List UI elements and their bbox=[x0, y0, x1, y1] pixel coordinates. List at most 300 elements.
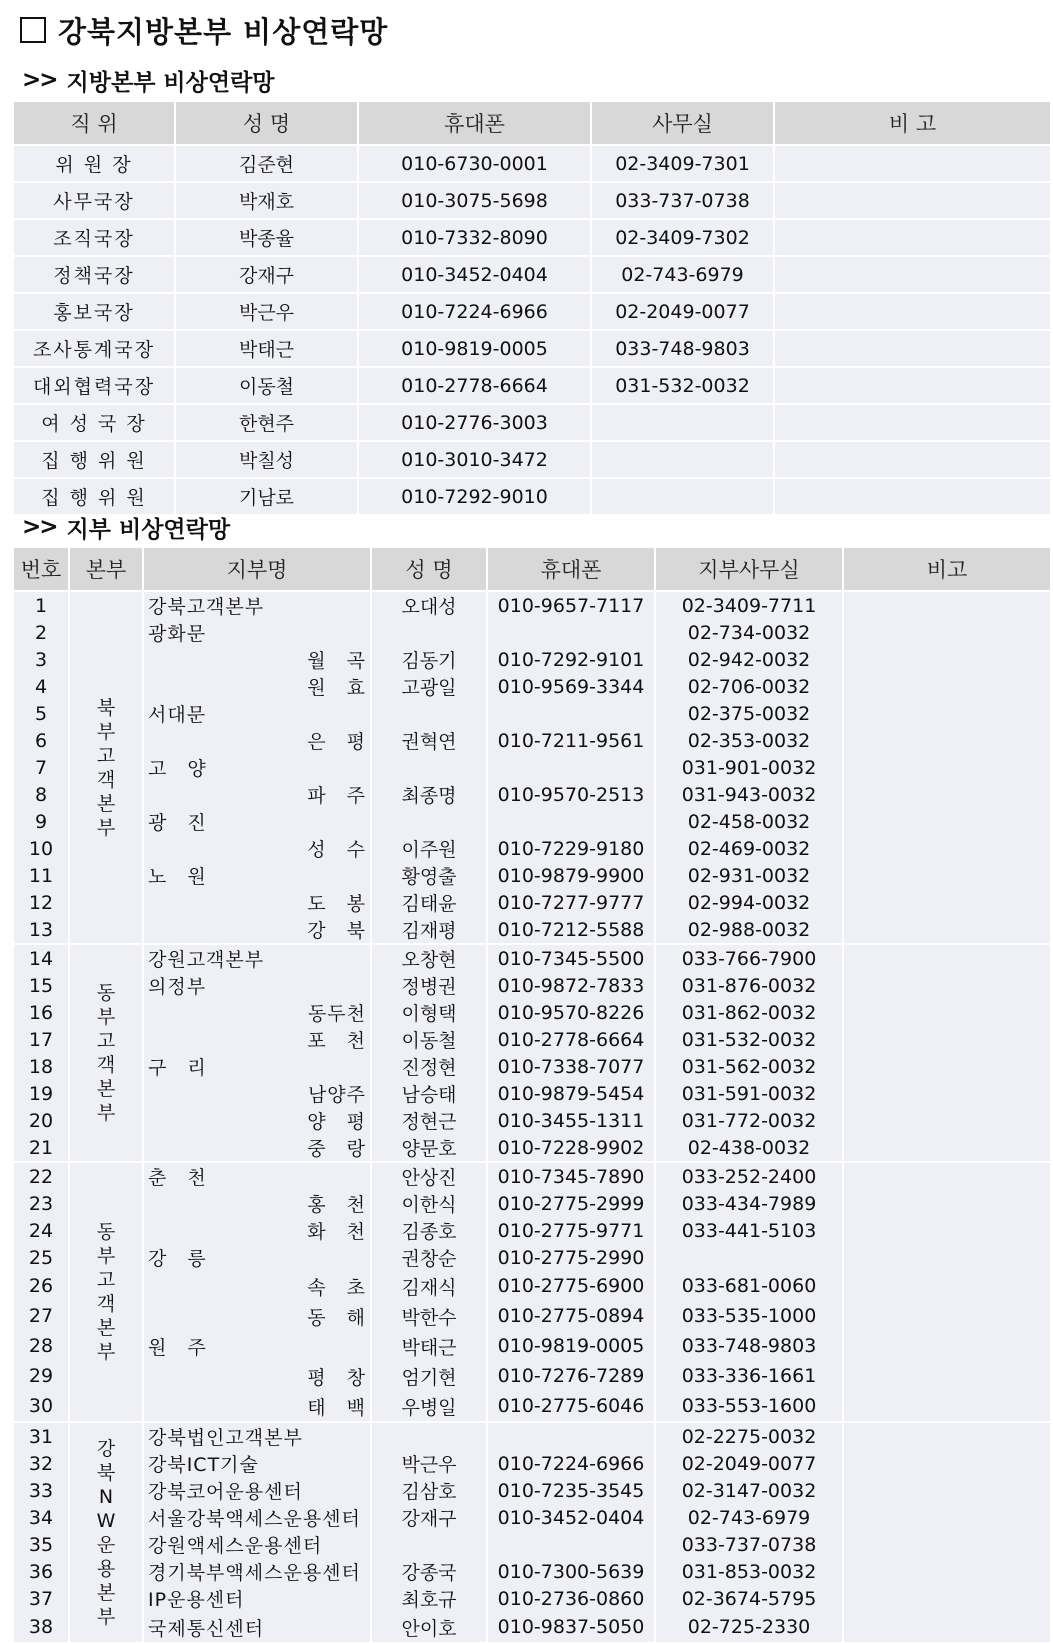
office-cell: 02-743-6979 bbox=[591, 256, 774, 293]
table-row bbox=[13, 862, 1051, 889]
number-cell: 32 bbox=[13, 1450, 69, 1477]
col-header-position: 직 위 bbox=[13, 101, 175, 145]
number-cell: 31 bbox=[13, 1422, 69, 1450]
name-cell: 박칠성 bbox=[175, 441, 358, 478]
division-char: 객 bbox=[96, 1054, 116, 1076]
note-cell bbox=[843, 646, 1051, 673]
name-cell bbox=[371, 1422, 487, 1450]
name-cell: 김재식 bbox=[371, 1271, 487, 1301]
number-cell: 12 bbox=[13, 889, 69, 916]
number-cell: 23 bbox=[13, 1190, 69, 1217]
note-cell bbox=[843, 916, 1051, 944]
branch-office-cell: 02-988-0032 bbox=[655, 916, 843, 944]
number-cell: 25 bbox=[13, 1244, 69, 1271]
note-cell bbox=[843, 1080, 1051, 1107]
mobile-cell: 010-7345-7890 bbox=[487, 1162, 655, 1190]
division-group-cell bbox=[69, 1162, 143, 1422]
number-cell: 3 bbox=[13, 646, 69, 673]
number-cell: 29 bbox=[13, 1361, 69, 1391]
table-row bbox=[13, 1107, 1051, 1134]
number-cell: 30 bbox=[13, 1391, 69, 1422]
branch-office-cell: 033-553-1600 bbox=[655, 1391, 843, 1422]
note-cell bbox=[843, 1477, 1051, 1504]
col-header-mobile: 휴대폰 bbox=[487, 547, 655, 591]
division-char: W bbox=[96, 1509, 116, 1532]
note-cell bbox=[843, 1190, 1051, 1217]
name-cell: 정병권 bbox=[371, 972, 487, 999]
table-row bbox=[13, 219, 1051, 256]
col-header-branch: 지부명 bbox=[143, 547, 371, 591]
branch-name-cell: 국제통신센터 bbox=[143, 1612, 371, 1642]
number-cell: 11 bbox=[13, 862, 69, 889]
branch-name-cell: 강북법인고객본부 bbox=[143, 1422, 371, 1450]
table-row bbox=[13, 1162, 1051, 1190]
division-char: 본 bbox=[96, 1581, 116, 1604]
mobile-cell: 010-6730-0001 bbox=[358, 145, 591, 182]
table-row bbox=[13, 404, 1051, 441]
double-chevron-icon: >> bbox=[22, 67, 57, 93]
branch-office-cell: 02-3409-7711 bbox=[655, 591, 843, 619]
branch-office-cell: 033-252-2400 bbox=[655, 1162, 843, 1190]
name-cell: 고광일 bbox=[371, 673, 487, 700]
mobile-cell: 010-9837-5050 bbox=[487, 1612, 655, 1642]
number-cell: 27 bbox=[13, 1301, 69, 1331]
name-cell: 안상진 bbox=[371, 1162, 487, 1190]
division-char: 부 bbox=[96, 1605, 116, 1628]
branch-office-cell: 02-458-0032 bbox=[655, 808, 843, 835]
mobile-cell: 010-7224-6966 bbox=[358, 293, 591, 330]
position-cell: 여 성 국 장 bbox=[13, 404, 175, 441]
branch-name-cell: 광화문 bbox=[143, 619, 371, 646]
note-cell bbox=[843, 1026, 1051, 1053]
division-char: 용 bbox=[96, 1557, 116, 1580]
mobile-cell: 010-3452-0404 bbox=[487, 1504, 655, 1531]
note-cell bbox=[843, 1450, 1051, 1477]
hq-contact-table bbox=[12, 100, 1052, 516]
name-cell: 남승태 bbox=[371, 1080, 487, 1107]
name-cell: 김준현 bbox=[175, 145, 358, 182]
position-cell: 정책국장 bbox=[13, 256, 175, 293]
mobile-cell: 010-9819-0005 bbox=[358, 330, 591, 367]
branch-office-cell: 02-353-0032 bbox=[655, 727, 843, 754]
name-cell bbox=[371, 1531, 487, 1558]
note-cell bbox=[774, 145, 1051, 182]
note-cell bbox=[843, 1134, 1051, 1162]
number-cell: 15 bbox=[13, 972, 69, 999]
branch-office-cell: 031-901-0032 bbox=[655, 754, 843, 781]
office-cell bbox=[591, 441, 774, 478]
name-cell: 박종율 bbox=[175, 219, 358, 256]
mobile-cell: 010-9570-2513 bbox=[487, 781, 655, 808]
table-row bbox=[13, 1271, 1051, 1301]
number-cell: 10 bbox=[13, 835, 69, 862]
number-cell: 20 bbox=[13, 1107, 69, 1134]
division-char: 동 bbox=[96, 982, 116, 1004]
note-cell bbox=[843, 1361, 1051, 1391]
branch-office-cell: 02-931-0032 bbox=[655, 862, 843, 889]
mobile-cell: 010-7224-6966 bbox=[487, 1450, 655, 1477]
branch-name-cell: 원 주 bbox=[143, 1331, 371, 1361]
table-row bbox=[13, 256, 1051, 293]
mobile-cell: 010-3452-0404 bbox=[358, 256, 591, 293]
table-row bbox=[13, 619, 1051, 646]
division-char: 북 bbox=[96, 696, 116, 719]
position-cell: 위 원 장 bbox=[13, 145, 175, 182]
table-header-row bbox=[13, 101, 1051, 145]
office-cell: 033-748-9803 bbox=[591, 330, 774, 367]
name-cell: 우병일 bbox=[371, 1391, 487, 1422]
col-header-office: 사무실 bbox=[591, 101, 774, 145]
mobile-cell: 010-2736-0860 bbox=[487, 1585, 655, 1612]
number-cell: 36 bbox=[13, 1558, 69, 1585]
name-cell: 박근우 bbox=[175, 293, 358, 330]
number-cell: 16 bbox=[13, 999, 69, 1026]
note-cell bbox=[843, 673, 1051, 700]
table-row bbox=[13, 1134, 1051, 1162]
number-cell: 4 bbox=[13, 673, 69, 700]
note-cell bbox=[843, 1244, 1051, 1271]
branch-name-cell: 양 평 bbox=[143, 1107, 371, 1134]
table-row bbox=[13, 1301, 1051, 1331]
mobile-cell: 010-7338-7077 bbox=[487, 1053, 655, 1080]
branch-office-cell: 033-535-1000 bbox=[655, 1301, 843, 1331]
col-header-number: 번호 bbox=[13, 547, 69, 591]
table-row bbox=[13, 999, 1051, 1026]
note-cell bbox=[843, 835, 1051, 862]
table-row bbox=[13, 673, 1051, 700]
position-cell: 사무국장 bbox=[13, 182, 175, 219]
name-cell: 황영출 bbox=[371, 862, 487, 889]
section1-heading bbox=[22, 62, 275, 98]
division-group-cell bbox=[69, 591, 143, 944]
note-cell bbox=[774, 293, 1051, 330]
note-cell bbox=[843, 808, 1051, 835]
table-row bbox=[13, 1217, 1051, 1244]
section1-title: 지방본부 비상연락망 bbox=[66, 69, 275, 96]
branch-name-cell: 태 백 bbox=[143, 1391, 371, 1422]
branch-office-cell: 02-994-0032 bbox=[655, 889, 843, 916]
col-header-note: 비고 bbox=[843, 547, 1051, 591]
mobile-cell: 010-7229-9180 bbox=[487, 835, 655, 862]
name-cell: 이형택 bbox=[371, 999, 487, 1026]
mobile-cell: 010-7292-9010 bbox=[358, 478, 591, 515]
name-cell: 이동철 bbox=[175, 367, 358, 404]
note-cell bbox=[774, 182, 1051, 219]
branch-name-cell: 속 초 bbox=[143, 1271, 371, 1301]
mobile-cell: 010-2775-9771 bbox=[487, 1217, 655, 1244]
branch-name-cell: 구 리 bbox=[143, 1053, 371, 1080]
note-cell bbox=[843, 754, 1051, 781]
number-cell: 34 bbox=[13, 1504, 69, 1531]
col-header-name: 성 명 bbox=[175, 101, 358, 145]
division-char: 부 bbox=[96, 816, 116, 839]
note-cell bbox=[843, 944, 1051, 972]
branch-name-cell: 강북ICT기술 bbox=[143, 1450, 371, 1477]
number-cell: 7 bbox=[13, 754, 69, 781]
division-char: 객 bbox=[96, 768, 116, 791]
branch-office-cell: 031-562-0032 bbox=[655, 1053, 843, 1080]
mobile-cell: 010-7276-7289 bbox=[487, 1361, 655, 1391]
mobile-cell: 010-7228-9902 bbox=[487, 1134, 655, 1162]
col-header-branch-office: 지부사무실 bbox=[655, 547, 843, 591]
table-row bbox=[13, 1026, 1051, 1053]
number-cell: 14 bbox=[13, 944, 69, 972]
branch-office-cell: 02-743-6979 bbox=[655, 1504, 843, 1531]
division-char: 본 bbox=[96, 792, 116, 815]
table-row bbox=[13, 727, 1051, 754]
note-cell bbox=[774, 367, 1051, 404]
note-cell bbox=[843, 1391, 1051, 1422]
branch-name-cell: 파 주 bbox=[143, 781, 371, 808]
note-cell bbox=[843, 700, 1051, 727]
number-cell: 18 bbox=[13, 1053, 69, 1080]
name-cell: 이동철 bbox=[371, 1026, 487, 1053]
name-cell: 박한수 bbox=[371, 1301, 487, 1331]
branch-contact-table bbox=[12, 546, 1052, 1642]
mobile-cell: 010-9569-3344 bbox=[487, 673, 655, 700]
table-row bbox=[13, 1361, 1051, 1391]
name-cell: 김태윤 bbox=[371, 889, 487, 916]
number-cell: 1 bbox=[13, 591, 69, 619]
checkbox-square-icon bbox=[20, 17, 46, 43]
position-cell: 집 행 위 원 bbox=[13, 441, 175, 478]
table-row bbox=[13, 182, 1051, 219]
branch-name-cell: 동두천 bbox=[143, 999, 371, 1026]
branch-name-cell: 서울강북액세스운용센터 bbox=[143, 1504, 371, 1531]
office-cell: 02-3409-7301 bbox=[591, 145, 774, 182]
branch-office-cell: 02-469-0032 bbox=[655, 835, 843, 862]
table-row bbox=[13, 972, 1051, 999]
mobile-cell: 010-9819-0005 bbox=[487, 1331, 655, 1361]
table-row bbox=[13, 1477, 1051, 1504]
branch-name-cell: 강북코어운용센터 bbox=[143, 1477, 371, 1504]
name-cell bbox=[371, 700, 487, 727]
branch-office-cell: 031-532-0032 bbox=[655, 1026, 843, 1053]
mobile-cell: 010-7345-5500 bbox=[487, 944, 655, 972]
note-cell bbox=[843, 727, 1051, 754]
table-row bbox=[13, 1531, 1051, 1558]
note-cell bbox=[843, 1585, 1051, 1612]
division-char: N bbox=[98, 1485, 114, 1508]
branch-name-cell: 은 평 bbox=[143, 727, 371, 754]
division-char: 부 bbox=[96, 720, 116, 743]
mobile-cell: 010-7211-9561 bbox=[487, 727, 655, 754]
position-cell: 대외협력국장 bbox=[13, 367, 175, 404]
note-cell bbox=[843, 591, 1051, 619]
division-char: 본 bbox=[96, 1317, 116, 1339]
name-cell bbox=[371, 619, 487, 646]
number-cell: 37 bbox=[13, 1585, 69, 1612]
table-row bbox=[13, 1612, 1051, 1642]
note-cell bbox=[774, 404, 1051, 441]
note-cell bbox=[774, 478, 1051, 515]
branch-office-cell: 02-3147-0032 bbox=[655, 1477, 843, 1504]
branch-name-cell: 강원고객본부 bbox=[143, 944, 371, 972]
mobile-cell: 010-2775-2999 bbox=[487, 1190, 655, 1217]
note-cell bbox=[843, 862, 1051, 889]
division-char: 고 bbox=[96, 1269, 116, 1291]
table-row bbox=[13, 1391, 1051, 1422]
office-cell: 02-3409-7302 bbox=[591, 219, 774, 256]
division-char: 본 bbox=[96, 1078, 116, 1100]
division-char: 고 bbox=[96, 1030, 116, 1052]
office-cell: 033-737-0738 bbox=[591, 182, 774, 219]
table-row bbox=[13, 1053, 1051, 1080]
mobile-cell: 010-7235-3545 bbox=[487, 1477, 655, 1504]
mobile-cell: 010-2775-6046 bbox=[487, 1391, 655, 1422]
table-row bbox=[13, 293, 1051, 330]
branch-office-cell: 033-336-1661 bbox=[655, 1361, 843, 1391]
note-cell bbox=[843, 999, 1051, 1026]
name-cell: 강재구 bbox=[371, 1504, 487, 1531]
name-cell: 김삼호 bbox=[371, 1477, 487, 1504]
position-cell: 조직국장 bbox=[13, 219, 175, 256]
name-cell: 오창현 bbox=[371, 944, 487, 972]
number-cell: 19 bbox=[13, 1080, 69, 1107]
table-row bbox=[13, 591, 1051, 619]
table-row bbox=[13, 889, 1051, 916]
note-cell bbox=[843, 1504, 1051, 1531]
mobile-cell bbox=[487, 700, 655, 727]
number-cell: 5 bbox=[13, 700, 69, 727]
note-cell bbox=[774, 330, 1051, 367]
division-char: 강 bbox=[96, 1437, 116, 1460]
note-cell bbox=[843, 1053, 1051, 1080]
page-title-text: 강북지방본부 비상연락망 bbox=[58, 14, 389, 49]
mobile-cell bbox=[487, 1422, 655, 1450]
name-cell: 박근우 bbox=[371, 1450, 487, 1477]
col-header-division: 본부 bbox=[69, 547, 143, 591]
division-char: 부 bbox=[96, 1245, 116, 1267]
branch-name-cell: 서대문 bbox=[143, 700, 371, 727]
name-cell: 권창순 bbox=[371, 1244, 487, 1271]
table-row bbox=[13, 944, 1051, 972]
office-cell: 031-532-0032 bbox=[591, 367, 774, 404]
branch-office-cell: 031-591-0032 bbox=[655, 1080, 843, 1107]
mobile-cell: 010-2778-6664 bbox=[358, 367, 591, 404]
office-cell bbox=[591, 404, 774, 441]
table-row bbox=[13, 646, 1051, 673]
number-cell: 13 bbox=[13, 916, 69, 944]
division-char: 부 bbox=[96, 1341, 116, 1363]
table-row bbox=[13, 916, 1051, 944]
table-row bbox=[13, 700, 1051, 727]
number-cell: 22 bbox=[13, 1162, 69, 1190]
branch-office-cell: 02-734-0032 bbox=[655, 619, 843, 646]
name-cell: 이주원 bbox=[371, 835, 487, 862]
table-row bbox=[13, 145, 1051, 182]
branch-name-cell: 성 수 bbox=[143, 835, 371, 862]
position-cell: 조사통계국장 bbox=[13, 330, 175, 367]
mobile-cell: 010-3010-3472 bbox=[358, 441, 591, 478]
division-char: 동 bbox=[96, 1221, 116, 1243]
name-cell: 김재평 bbox=[371, 916, 487, 944]
number-cell: 2 bbox=[13, 619, 69, 646]
mobile-cell: 010-9872-7833 bbox=[487, 972, 655, 999]
division-char: 고 bbox=[96, 744, 116, 767]
number-cell: 8 bbox=[13, 781, 69, 808]
branch-office-cell: 033-766-7900 bbox=[655, 944, 843, 972]
name-cell: 강재구 bbox=[175, 256, 358, 293]
table-row bbox=[13, 367, 1051, 404]
note-cell bbox=[843, 889, 1051, 916]
col-header-mobile: 휴대폰 bbox=[358, 101, 591, 145]
branch-name-cell: IP운용센터 bbox=[143, 1585, 371, 1612]
table-row bbox=[13, 1422, 1051, 1450]
page-title bbox=[20, 10, 388, 50]
name-cell: 기남로 bbox=[175, 478, 358, 515]
table-row bbox=[13, 1558, 1051, 1585]
number-cell: 21 bbox=[13, 1134, 69, 1162]
division-char: 북 bbox=[96, 1461, 116, 1484]
note-cell bbox=[843, 1271, 1051, 1301]
branch-name-cell: 고 양 bbox=[143, 754, 371, 781]
mobile-cell: 010-2775-6900 bbox=[487, 1271, 655, 1301]
mobile-cell: 010-2775-2990 bbox=[487, 1244, 655, 1271]
mobile-cell: 010-2776-3003 bbox=[358, 404, 591, 441]
branch-name-cell: 강원액세스운용센터 bbox=[143, 1531, 371, 1558]
branch-name-cell: 화 천 bbox=[143, 1217, 371, 1244]
name-cell: 최호규 bbox=[371, 1585, 487, 1612]
branch-office-cell: 033-737-0738 bbox=[655, 1531, 843, 1558]
name-cell: 김종호 bbox=[371, 1217, 487, 1244]
branch-name-cell: 남양주 bbox=[143, 1080, 371, 1107]
mobile-cell: 010-9879-9900 bbox=[487, 862, 655, 889]
name-cell: 엄기현 bbox=[371, 1361, 487, 1391]
branch-name-cell: 동 해 bbox=[143, 1301, 371, 1331]
number-cell: 38 bbox=[13, 1612, 69, 1642]
table-header-row bbox=[13, 547, 1051, 591]
number-cell: 9 bbox=[13, 808, 69, 835]
mobile-cell bbox=[487, 754, 655, 781]
section2-heading bbox=[22, 509, 230, 545]
division-group-cell bbox=[69, 1422, 143, 1642]
name-cell: 오대성 bbox=[371, 591, 487, 619]
branch-office-cell: 033-681-0060 bbox=[655, 1271, 843, 1301]
branch-office-cell: 02-2049-0077 bbox=[655, 1450, 843, 1477]
mobile-cell: 010-7292-9101 bbox=[487, 646, 655, 673]
number-cell: 33 bbox=[13, 1477, 69, 1504]
table-row bbox=[13, 835, 1051, 862]
branch-office-cell: 031-876-0032 bbox=[655, 972, 843, 999]
name-cell: 박태근 bbox=[371, 1331, 487, 1361]
branch-name-cell: 노 원 bbox=[143, 862, 371, 889]
office-cell bbox=[591, 478, 774, 515]
mobile-cell: 010-9657-7117 bbox=[487, 591, 655, 619]
name-cell: 강종국 bbox=[371, 1558, 487, 1585]
office-cell: 02-2049-0077 bbox=[591, 293, 774, 330]
note-cell bbox=[843, 1217, 1051, 1244]
branch-name-cell: 월 곡 bbox=[143, 646, 371, 673]
number-cell: 26 bbox=[13, 1271, 69, 1301]
note-cell bbox=[843, 1531, 1051, 1558]
table-row bbox=[13, 1190, 1051, 1217]
note-cell bbox=[843, 619, 1051, 646]
division-char: 객 bbox=[96, 1293, 116, 1315]
mobile-cell bbox=[487, 808, 655, 835]
position-cell: 집 행 위 원 bbox=[13, 478, 175, 515]
mobile-cell: 010-2775-0894 bbox=[487, 1301, 655, 1331]
branch-name-cell: 경기북부액세스운용센터 bbox=[143, 1558, 371, 1585]
branch-office-cell: 033-434-7989 bbox=[655, 1190, 843, 1217]
mobile-cell: 010-7277-9777 bbox=[487, 889, 655, 916]
table-row bbox=[13, 808, 1051, 835]
branch-name-cell: 강북고객본부 bbox=[143, 591, 371, 619]
note-cell bbox=[843, 1612, 1051, 1642]
mobile-cell: 010-3075-5698 bbox=[358, 182, 591, 219]
branch-office-cell: 02-375-0032 bbox=[655, 700, 843, 727]
position-cell: 홍보국장 bbox=[13, 293, 175, 330]
